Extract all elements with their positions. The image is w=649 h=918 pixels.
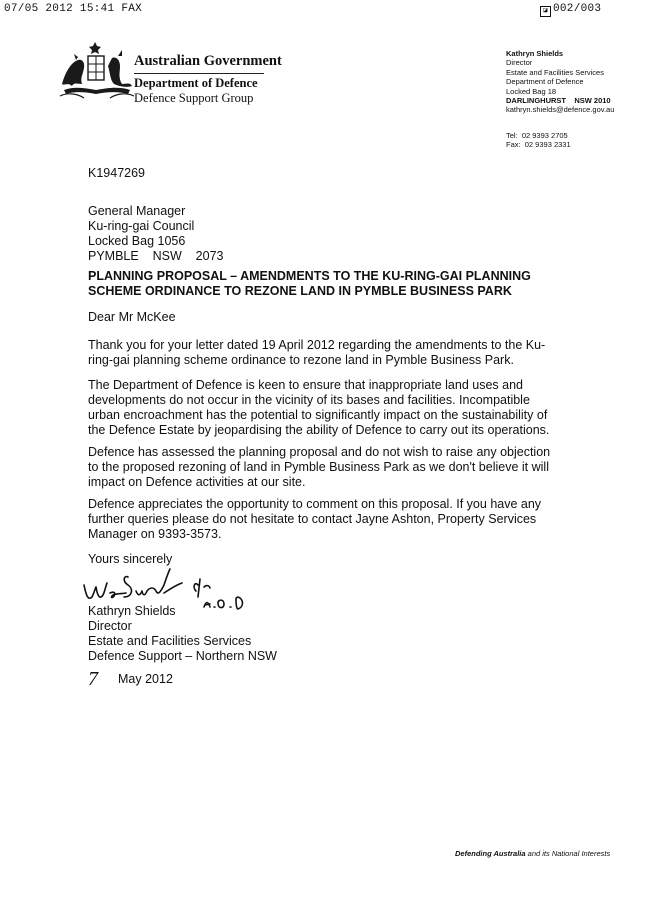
- contact-block: [506, 131, 571, 150]
- salutation: Dear Mr McKee: [88, 310, 176, 324]
- sender-department: Department of Defence: [506, 77, 584, 87]
- sender-fax: Fax: 02 9393 2331: [506, 140, 571, 150]
- signer-region: Defence Support – Northern NSW: [88, 649, 277, 663]
- date-month-year: May 2012: [118, 672, 173, 686]
- body-paragraph: Defence has assessed the planning proposal and do not wish to raise any objection to the proposed rezoning of land in Pymble Business Park as we don't believe it will impact on Defence activities at our site.: [88, 445, 551, 489]
- footer-tagline: [455, 849, 610, 858]
- reference-number: K1947269: [88, 166, 146, 180]
- closing: Yours sincerely: [88, 552, 173, 566]
- date-day: 7: [88, 668, 98, 690]
- signer-title: Director: [88, 619, 132, 633]
- sender-bag: Locked Bag 18: [506, 86, 557, 96]
- government-name: Australian Government: [134, 53, 282, 69]
- department-name: Department of Defence: [134, 76, 258, 90]
- fax-page-number: [540, 3, 601, 17]
- recipient-line: PYMBLE NSW 2073: [88, 249, 224, 263]
- sender-tel: Tel: 02 9393 2705: [506, 131, 568, 140]
- group-name: Defence Support Group: [134, 91, 254, 105]
- recipient-address: [88, 204, 223, 264]
- letterhead-divider: [134, 73, 264, 74]
- sender-city: DARLINGHURST NSW 2010: [506, 96, 611, 106]
- signer-name: Kathryn Shields: [88, 604, 176, 618]
- recipient-line: Ku-ring-gai Council: [88, 219, 195, 233]
- footer-tagline-bold: Defending Australia: [455, 849, 526, 858]
- body-paragraph: The Department of Defence is keen to ensure that inappropriate land uses and developments do not occur in the vicinity of its bases and facilities. Incompatible urban encroachment has the potential to significantly impact on the sustainability of the Defence Estate by jeopardising the ability of Defence to carry out its operations.: [88, 378, 550, 437]
- fax-page-label: 002/003: [553, 3, 602, 15]
- fax-page-icon: ◪: [540, 6, 551, 17]
- recipient-line: Locked Bag 1056: [88, 234, 186, 248]
- signer-unit: Estate and Facilities Services: [88, 634, 252, 648]
- sender-email: kathryn.shields@defence.gov.au: [506, 105, 615, 115]
- sender-block: [506, 49, 614, 115]
- footer-tagline-rest: and its National Interests: [525, 849, 611, 858]
- signature-block: [88, 604, 277, 664]
- sender-unit: Estate and Facilities Services: [506, 67, 604, 77]
- subject-line: PLANNING PROPOSAL – AMENDMENTS TO THE KU-RING-GAI PLANNING SCHEME ORDINANCE TO REZONE LAND IN PYMBLE BUSINESS PARK: [88, 269, 531, 298]
- coat-of-arms-icon: [58, 40, 136, 100]
- body-paragraph: Thank you for your letter dated 19 April 2012 regarding the amendments to the Ku-ring-gai planning scheme ordinance to rezone land in Pymble Business Park.: [88, 338, 546, 367]
- recipient-line: General Manager: [88, 204, 186, 218]
- sender-name: Kathryn Shields: [506, 49, 564, 58]
- fax-timestamp: 07/05 2012 15:41 FAX: [4, 3, 143, 15]
- body-paragraph: Defence appreciates the opportunity to comment on this proposal. If you have any further queries please do not hesitate to contact Jayne Ashton, Property Services Manager on 9393-3573.: [88, 497, 542, 541]
- sender-title: Director: [506, 58, 533, 68]
